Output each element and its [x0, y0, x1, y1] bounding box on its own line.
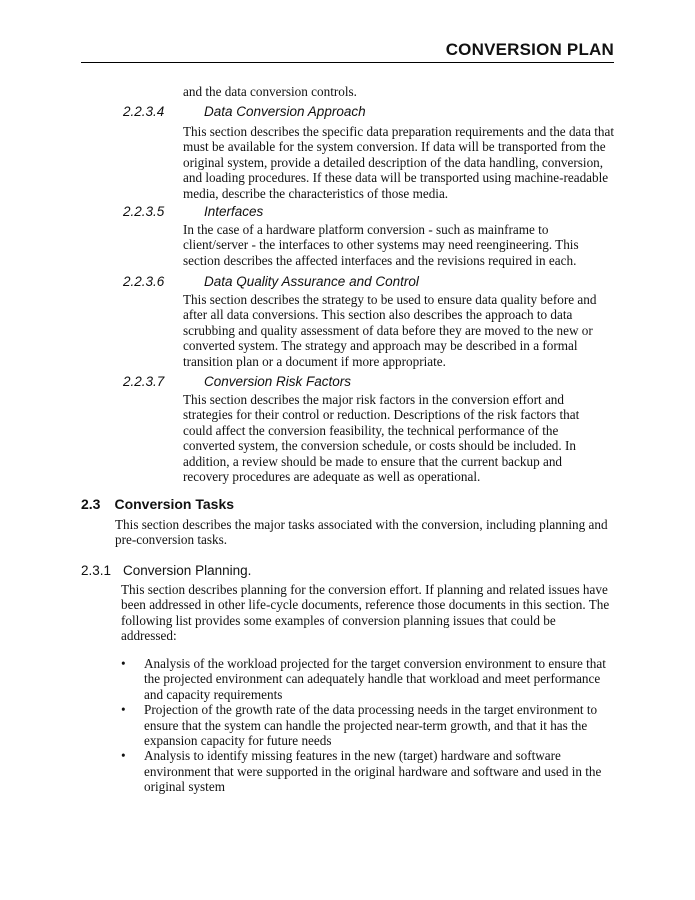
subsection-number: 2.2.3.4 — [123, 104, 165, 119]
subsection-body-2236: This section describes the strategy to be used to ensure data quality before and after all data conversions. This section also describes the approach to data scrubbing and quality assessment of data before they are moved to the new or converted system. The strategy and approach may be described in a formal transition plan or a document if more appropriate. — [183, 292, 597, 369]
page-header-title: CONVERSION PLAN — [445, 40, 614, 59]
subsection-body-2235: In the case of a hardware platform conversion - such as mainframe to client/server - the interfaces to other systems may need reengineering. This section describes the affected interfaces and the revisions required in each. — [183, 222, 579, 268]
subsection-title: Conversion Risk Factors — [204, 374, 352, 389]
section-title: Conversion Planning. — [123, 563, 252, 578]
intro-fragment: and the data conversion controls. — [183, 84, 357, 99]
list-item — [121, 656, 617, 702]
section-heading-2-3 — [81, 496, 234, 512]
list-item-text: Projection of the growth rate of the data processing needs in the target environment to ensure that the system can handle the projected near-term growth, and that it has the expansion capacity for future needs — [144, 702, 598, 749]
list-item-text: Analysis of the workload projected for the target conversion environment to ensure that the projected environment can adequately handle that workload and meet performance and capacity requirements — [144, 656, 606, 702]
subsection-body-2234: This section describes the specific data preparation requirements and the data that must be available for the system conversion. If data will be transported from the original system, provide a detailed description of the data handling, conversion, and loading procedures. If these data will be transported using machine-readable media, describe the characteristics of those media. — [183, 124, 614, 201]
bullet-symbol: • — [121, 656, 126, 671]
subsection-title: Interfaces — [204, 204, 264, 219]
header-rule — [81, 62, 614, 63]
section-body-2-3: This section describes the major tasks associated with the conversion, including planning and pre-conversion tasks. — [115, 517, 608, 548]
conversion-planning-bullet-list — [121, 656, 617, 795]
subsection-number: 2.2.3.5 — [123, 204, 165, 219]
subsection-body-2237: This section describes the major risk factors in the conversion effort and strategies for their control or reduction. Descriptions of the risk factors that could affect the conversion feasibility, the technical performance of the converted system, the conversion schedule, or costs should be included. In addition, a review should be made to ensure that the current backup and recovery procedures are adequate as well as operational. — [183, 392, 580, 485]
bullet-symbol: • — [121, 702, 126, 718]
list-item — [121, 702, 617, 748]
section-body-2-3-1: This section describes planning for the conversion effort. If planning and related issues have been addressed in other life-cycle documents, reference those documents in this section. The following list provides some examples of conversion planning issues that could be addressed: — [121, 582, 610, 644]
section-heading-2-3-1 — [81, 563, 251, 578]
subsection-title: Data Conversion Approach — [204, 104, 366, 119]
subsection-number: 2.2.3.6 — [123, 274, 165, 289]
bullet-symbol: • — [121, 748, 126, 764]
section-number: 2.3 — [81, 496, 101, 512]
section-title: Conversion Tasks — [114, 496, 235, 512]
subsection-number: 2.2.3.7 — [123, 374, 165, 389]
section-number: 2.3.1 — [81, 563, 112, 578]
subsection-title: Data Quality Assurance and Control — [204, 274, 419, 289]
list-item — [121, 748, 617, 794]
list-item-text: Analysis to identify missing features in the new (target) hardware and software environment that were supported in the original hardware and software and used in the original system — [144, 748, 602, 795]
